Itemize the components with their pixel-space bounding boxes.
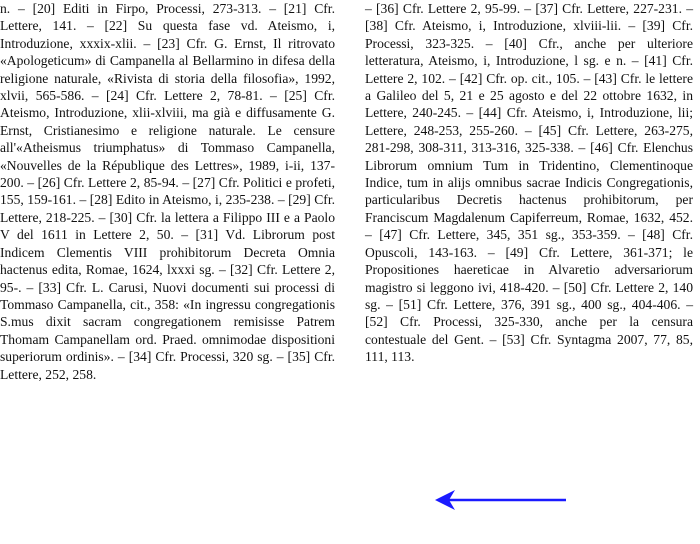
left-arrow-icon: [433, 488, 567, 512]
notes-right-column: [365, 0, 693, 366]
notes-text: – [36] Cfr. Lettere 2, 95-99. – [37] Cfr. Lettere, 227-231. – [38] Cfr. Ateismo, i, Introduzione, xlviii-lii. – [39] Cfr. Processi, 323-325. – [40] Cfr., anche per ulteriore letteratura, Ateismo, i, Introduzione, l sg. e n. – [41] Cfr. Lettere 2, 102. – [42] Cfr. op. cit., 105. – [43] Cfr. le lettere a Galileo del 5, 21 e 25 agosto e del 22 ottobre 1632, in Lettere, 240-245. – [44] Cfr. Ateismo, i, Introduzione, lii; Lettere, 248-253, 255-260. – [45] Cfr. Lettere, 263-275, 281-298, 308-311, 313-316, 325-338. – [46] Cfr. Elenchus Librorum omnium Tum in Tridentino, Clementinoque Indice, tum in alijs omnibus sacrae Indicis Congregationis, particularibus Decretis hactenus prohibitorum, per Franciscum Magdalenum Capiferreum, Romae, 1632, 452. – [47] Cfr. Lettere, 345, 351 sg., 353-359. – [48] Cfr. Opuscoli, 143-163. – [49] Cfr. Lettere, 361-371; le Propositiones haereticae in Alvaretio adversariorum magistro si leggono ivi, 418-420. – [50] Cfr. Lettere 2, 140 sg. – [51] Cfr. Lettere, 376, 391 sg., 400 sg., 404-406. – [52] Cfr. Processi, 325-330, anche per la censura contestuale del Gent. – [53] Cfr. Syntagma 2007, 77, 85, 111, 113.: [365, 1, 693, 365]
notes-left-column: [0, 0, 335, 383]
notes-text: n. – [20] Editi in Firpo, Processi, 273-313. – [21] Cfr. Lettere, 141. – [22] Su questa fase vd. Ateismo, i, Introduzione, xxxix-xlii. – [23] Cfr. G. Ernst, Il ritrovato «Apologeticum» di Campanella al Bellarmino in difesa della religione naturale, «Rivista di storia della filosofia», 1992, xlvii, 565-586. – [24] Cfr. Lettere 2, 78-81. – [25] Cfr. Ateismo, Introduzione, xlii-xlviii, ma già e diffusamente G. Ernst, Cristianesimo e religione naturale. Le censure all'«Atheismus triumphatus» di Tommaso Campanella, «Nouvelles de la République des Lettres», 1989, i-ii, 137-200. – [26] Cfr. Lettere 2, 85-94. – [27] Cfr. Politici e profeti, 155, 159-161. – [28] Edito in Ateismo, i, 235-238. – [29] Cfr. Lettere, 218-225. – [30] Cfr. la lettera a Filippo III e a Paolo V del 1611 in Lettere 2, 50. – [31] Vd. Librorum post Indicem Clementis VIII prohibitorum Decreta Omnia hactenus edita, Romae, 1624, lxxxi sg. – [32] Cfr. Lettere 2, 95-. – [33] Cfr. L. Carusi, Nuovi documenti sui processi di Tommaso Campanella, cit., 358: «In ingressu congregationis S.mus dixit sacram congregationem remisisse Patrem Thomam Campanellam ord. Praed. omnimodae dispositioni superiorum ordinis». – [34] Cfr. Processi, 320 sg. – [35] Cfr. Lettere, 252, 258.: [0, 1, 335, 382]
